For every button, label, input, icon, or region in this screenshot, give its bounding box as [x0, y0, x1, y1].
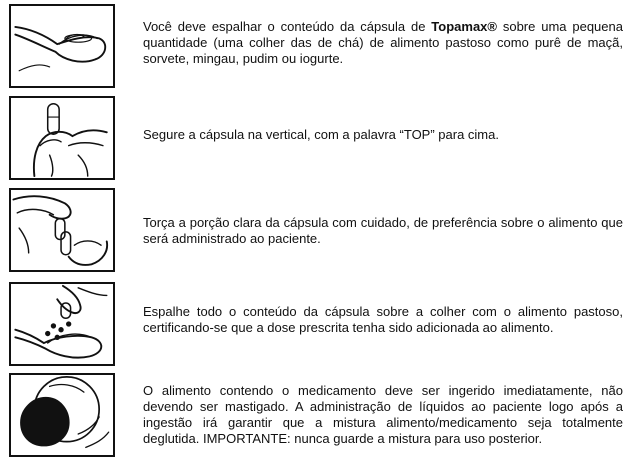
step-5-text: O alimento contendo o medicamento deve ser ingerido imediatamente, não devendo ser mastigado. A administração de líquidos ao paciente logo após a ingestão irá garantir que a mistura alimento/medicamento seja totalmente deglutida. IMPORTANTE: nunca guarde a mistura para uso posterior.: [143, 383, 623, 446]
swallowing-icon: [9, 373, 115, 457]
capsule-on-spoon-icon: [9, 4, 115, 88]
brand-name: Topamax®: [431, 19, 497, 34]
hand-holding-capsule-icon: [9, 96, 115, 180]
step-2-text: Segure a cápsula na vertical, com a palavra “TOP” para cima.: [143, 127, 499, 142]
step-3-text: Torça a porção clara da cápsula com cuidado, de preferência sobre o alimento que será administrado ao paciente.: [143, 215, 623, 246]
step-1-text: Você deve espalhar o conteúdo da cápsula de Topamax® sobre uma pequena quantidade (uma colher das de chá) de alimento pastoso como purê de maçã, sorvete, mingau, pudim ou iogurte.: [143, 19, 623, 66]
sprinkling-on-spoon-icon: [9, 282, 115, 366]
step-4-text: Espalhe todo o conteúdo da cápsula sobre a colher com o alimento pastoso, certificando-se que a dose prescrita tenha sido adicionada ao alimento.: [143, 304, 623, 335]
twisting-capsule-icon: [9, 188, 115, 272]
